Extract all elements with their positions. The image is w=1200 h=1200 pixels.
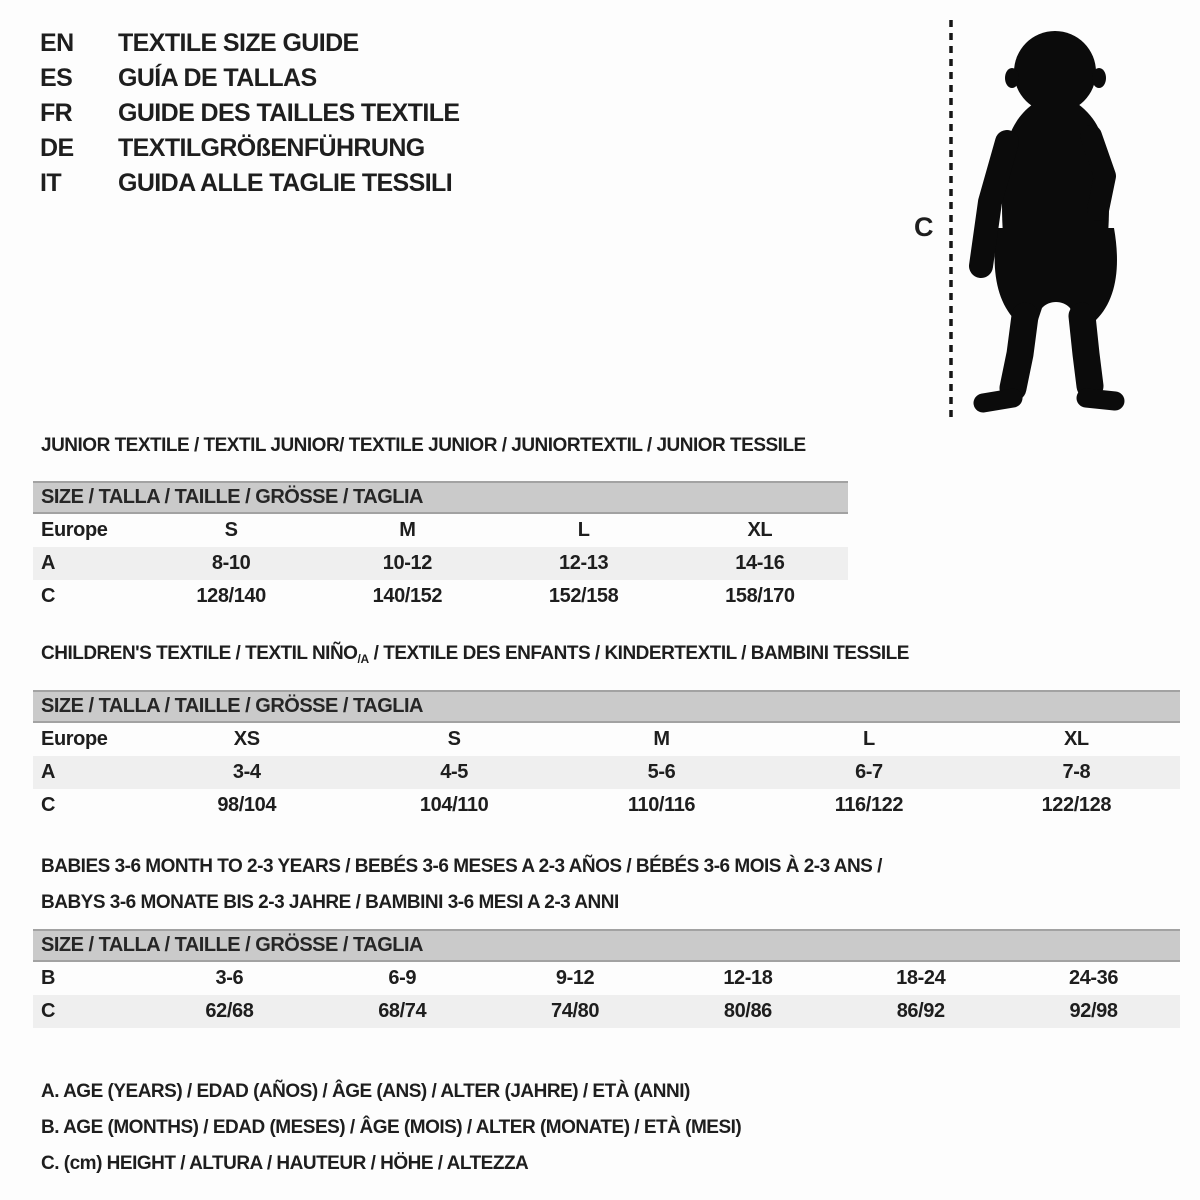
lang-code: DE <box>40 134 74 162</box>
size-header-bar: SIZE / TALLA / TAILLE / GRÖSSE / TAGLIA <box>33 690 1180 723</box>
table-cell: 62/68 <box>205 1000 254 1022</box>
lang-title: GUÍA DE TALLAS <box>118 64 317 92</box>
table-row <box>33 547 848 580</box>
table-cell: 116/122 <box>834 794 904 816</box>
table-cell: 92/98 <box>1069 1000 1118 1022</box>
table-cell: 152/158 <box>548 585 619 607</box>
table-cell: 24-36 <box>1068 967 1119 989</box>
table-cell: 12-13 <box>559 552 609 574</box>
table-cell: XL <box>747 519 773 541</box>
table-cell: 8-10 <box>211 552 251 574</box>
table-cell: 110/116 <box>627 794 696 816</box>
row-label: A <box>41 552 56 574</box>
table-row <box>33 995 1180 1028</box>
table-cell: XL <box>1063 728 1089 750</box>
babies-section-title <box>41 849 882 921</box>
table-cell: 6-7 <box>855 761 883 783</box>
row-label: C <box>41 1000 56 1022</box>
legend <box>41 1074 741 1182</box>
lang-row-de <box>40 131 460 166</box>
lang-title: TEXTILGRÖßENFÜHRUNG <box>118 134 425 162</box>
table-cell: 18-24 <box>896 967 946 989</box>
table-cell: 3-4 <box>232 761 261 783</box>
table-cell: 5-6 <box>647 761 676 783</box>
row-label: A <box>41 761 56 783</box>
table-cell: 9-12 <box>555 967 595 989</box>
children-title-subscript: /A <box>357 652 369 666</box>
table-cell: M <box>399 519 416 541</box>
row-label: C <box>41 794 56 816</box>
size-header-bar: SIZE / TALLA / TAILLE / GRÖSSE / TAGLIA <box>33 481 848 514</box>
table-row <box>33 514 848 547</box>
lang-row-en <box>40 26 460 61</box>
table-row <box>33 723 1180 756</box>
legend-line-a: A. AGE (YEARS) / EDAD (AÑOS) / ÂGE (ANS) / ALTER (JAHRE) / ETÀ (ANNI) <box>41 1081 690 1102</box>
table-cell: L <box>577 519 590 541</box>
children-section-title <box>41 643 909 666</box>
lang-code: FR <box>40 99 73 127</box>
lang-row-fr <box>40 96 460 131</box>
children-title-text: / TEXTILE DES ENFANTS / KINDERTEXTIL / BAMBINI TESSILE <box>368 643 909 664</box>
row-label: C <box>41 585 56 607</box>
lang-row-it <box>40 166 460 201</box>
row-label: B <box>41 967 56 989</box>
table-cell: 10-12 <box>382 552 432 574</box>
table-cell: 98/104 <box>217 794 277 816</box>
child-silhouette-icon <box>963 24 1140 417</box>
table-cell: 80/86 <box>723 1000 772 1022</box>
table-cell: 158/170 <box>725 585 795 607</box>
table-cell: 68/74 <box>378 1000 427 1022</box>
size-header-bar: SIZE / TALLA / TAILLE / GRÖSSE / TAGLIA <box>33 929 1180 962</box>
table-row <box>33 756 1180 789</box>
table-row <box>33 789 1180 822</box>
legend-line-c: C. (cm) HEIGHT / ALTURA / HAUTEUR / HÖHE / ALTEZZA <box>41 1153 529 1174</box>
table-cell: XS <box>233 728 260 750</box>
table-cell: 86/92 <box>896 1000 945 1022</box>
table-row <box>33 580 848 613</box>
children-title-text: CHILDREN'S TEXTILE / TEXTIL NIÑO <box>41 643 358 664</box>
height-measure-label: C <box>914 212 933 242</box>
table-cell: S <box>224 519 238 541</box>
table-cell: 74/80 <box>551 1000 600 1022</box>
lang-code: EN <box>40 29 74 57</box>
table-cell: L <box>863 728 875 750</box>
height-measure-dashed-line <box>947 18 955 420</box>
lang-title: TEXTILE SIZE GUIDE <box>118 29 359 57</box>
table-cell: 14-16 <box>735 552 785 574</box>
row-label: Europe <box>41 519 108 541</box>
babies-title-line1: BABIES 3-6 MONTH TO 2-3 YEARS / BEBÉS 3-6 MESES A 2-3 AÑOS / BÉBÉS 3-6 MOIS À 2-3 ANS / <box>41 856 882 877</box>
table-cell: 128/140 <box>196 585 266 607</box>
legend-line-b: B. AGE (MONTHS) / EDAD (MESES) / ÂGE (MOIS) / ALTER (MONATE) / ETÀ (MESI) <box>41 1117 742 1138</box>
table-cell: 7-8 <box>1062 761 1091 783</box>
babies-title-line2: BABYS 3-6 MONATE BIS 2-3 JAHRE / BAMBINI 3-6 MESI A 2-3 ANNI <box>41 892 619 913</box>
lang-code: IT <box>40 169 62 197</box>
language-title-list <box>40 26 460 201</box>
row-label: Europe <box>41 728 108 750</box>
table-row <box>33 962 1180 995</box>
babies-size-table <box>33 929 1180 1028</box>
table-cell: S <box>447 728 461 750</box>
junior-section-title: JUNIOR TEXTILE / TEXTIL JUNIOR/ TEXTILE JUNIOR / JUNIORTEXTIL / JUNIOR TESSILE <box>41 435 806 456</box>
table-cell: 122/128 <box>1041 794 1112 816</box>
children-size-table <box>33 690 1180 822</box>
junior-size-table <box>33 481 848 613</box>
lang-code: ES <box>40 64 73 92</box>
table-cell: 12-18 <box>723 967 773 989</box>
table-cell: 4-5 <box>440 761 468 783</box>
table-cell: 3-6 <box>215 967 244 989</box>
table-cell: 104/110 <box>419 794 489 816</box>
table-cell: M <box>653 728 670 750</box>
table-cell: 6-9 <box>388 967 417 989</box>
table-cell: 140/152 <box>372 585 443 607</box>
lang-title: GUIDE DES TAILLES TEXTILE <box>118 99 460 127</box>
lang-row-es <box>40 61 460 96</box>
lang-title: GUIDA ALLE TAGLIE TESSILI <box>118 169 453 197</box>
